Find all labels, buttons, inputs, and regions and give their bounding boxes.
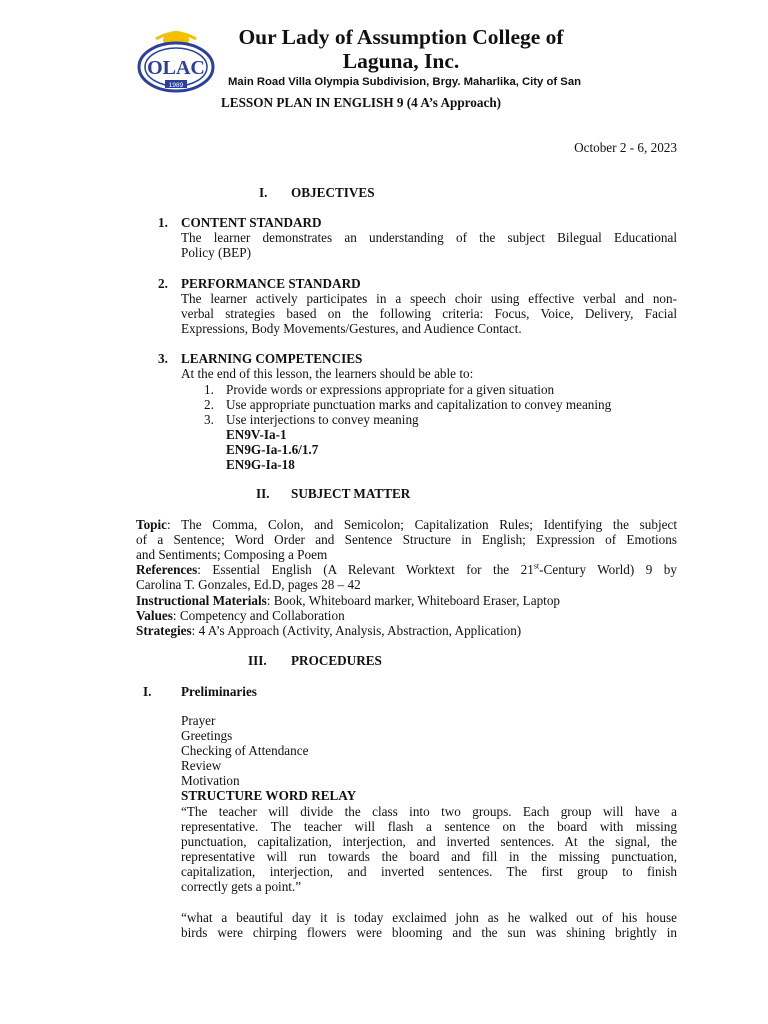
school-name bbox=[0, 25, 768, 73]
strategies-text: : 4 A’s Approach (Activity, Analysis, Abstraction, Application) bbox=[191, 623, 522, 638]
preliminaries-number: I. bbox=[143, 684, 152, 699]
topic-text: : The Comma, Colon, and Semicolon; Capitalization Rules; Identifying the subject bbox=[167, 517, 677, 532]
preliminaries-title: Preliminaries bbox=[181, 684, 257, 699]
competency-code: EN9V-Ia-1 bbox=[226, 427, 287, 442]
performance-standard-title: PERFORMANCE STANDARD bbox=[181, 276, 361, 291]
preliminary-item: Checking of Attendance bbox=[181, 743, 309, 758]
learning-competencies-title: LEARNING COMPETENCIES bbox=[181, 351, 363, 366]
materials-label: Instructional Materials bbox=[136, 593, 267, 608]
strategies-label: Strategies bbox=[136, 623, 192, 638]
preliminary-item: Review bbox=[181, 758, 222, 773]
section-title-procedures: PROCEDURES bbox=[291, 653, 382, 668]
competency-number: 2. bbox=[204, 397, 214, 412]
competency-number: 1. bbox=[204, 382, 214, 397]
preliminary-item: Prayer bbox=[181, 713, 216, 728]
content-standard-title: CONTENT STANDARD bbox=[181, 215, 322, 230]
references-line2: Carolina T. Gonzales, Ed.D, pages 28 – 42 bbox=[136, 577, 361, 592]
performance-standard-line2: verbal strategies based on the following criteria: Focus, Voice, Delivery, Facial bbox=[181, 306, 677, 321]
section-number-procedures: III. bbox=[248, 653, 267, 668]
materials-line bbox=[136, 593, 560, 608]
logo-year: 1989 bbox=[168, 82, 184, 89]
preliminary-item: Greetings bbox=[181, 728, 233, 743]
values-line bbox=[136, 608, 345, 623]
performance-standard-number: 2. bbox=[158, 276, 168, 291]
section-number-subject-matter: II. bbox=[256, 486, 270, 501]
values-text: : Competency and Collaboration bbox=[172, 608, 345, 623]
references-line1 bbox=[136, 562, 677, 577]
content-standard-line2: Policy (BEP) bbox=[181, 245, 251, 260]
topic-line1 bbox=[136, 517, 677, 532]
lesson-date: October 2 - 6, 2023 bbox=[574, 140, 677, 155]
preliminary-item: Motivation bbox=[181, 773, 240, 788]
topic-line3: and Sentiments; Composing a Poem bbox=[136, 547, 328, 562]
competency-code: EN9G-Ia-1.6/1.7 bbox=[226, 442, 319, 457]
competency-text: Use interjections to convey meaning bbox=[226, 412, 419, 427]
lesson-plan-title: LESSON PLAN IN ENGLISH 9 (4 A’s Approach) bbox=[221, 95, 502, 110]
references-label: References bbox=[136, 562, 198, 577]
activity-line: capitalization, interjection, and inverted sentences. The first group to finish bbox=[181, 864, 677, 879]
values-label: Values bbox=[136, 608, 173, 623]
school-address: Main Road Villa Olympia Subdivision, Brgy. Maharlika, City of San bbox=[228, 76, 581, 88]
competency-number: 3. bbox=[204, 412, 214, 427]
content-standard-line1: The learner demonstrates an understanding of the subject Bilegual Educational bbox=[181, 230, 677, 245]
logo-text: OLAC bbox=[147, 57, 205, 79]
learning-competencies-intro: At the end of this lesson, the learners should be able to: bbox=[181, 366, 474, 381]
activity-line: correctly gets a point.” bbox=[181, 879, 302, 894]
competency-code: EN9G-Ia-18 bbox=[226, 457, 295, 472]
references-superscript: st bbox=[533, 561, 540, 571]
activity-line: punctuation, capitalization, interjection, and inverted sentences. At the signal, the bbox=[181, 834, 677, 849]
competency-text: Provide words or expressions appropriate for a given situation bbox=[226, 382, 555, 397]
section-number-objectives: I. bbox=[259, 185, 268, 200]
strategies-line bbox=[136, 623, 521, 638]
materials-text: : Book, Whiteboard marker, Whiteboard Eraser, Laptop bbox=[266, 593, 561, 608]
references-text: : Essential English (A Relevant Worktext for the 21 bbox=[197, 562, 534, 577]
topic-line2: of a Sentence; Word Order and Sentence Structure in English; Expression of Emotions bbox=[136, 532, 677, 547]
performance-standard-line3: Expressions, Body Movements/Gestures, and Audience Contact. bbox=[181, 321, 522, 336]
references-text-cont: -Century World) 9 by bbox=[539, 562, 677, 577]
activity-title: STRUCTURE WORD RELAY bbox=[181, 788, 357, 803]
school-name-line2: Laguna, Inc. bbox=[342, 49, 460, 73]
activity-line: representative. The teacher will flash a sentence on the board with missing bbox=[181, 819, 677, 834]
learning-competencies-number: 3. bbox=[158, 351, 168, 366]
topic-label: Topic bbox=[136, 517, 168, 532]
section-title-subject-matter: SUBJECT MATTER bbox=[291, 486, 411, 501]
activity-line: representative will run towards the board and fill in the missing punctuation, bbox=[181, 849, 677, 864]
performance-standard-line1: The learner actively participates in a speech choir using effective verbal and non- bbox=[181, 291, 677, 306]
content-standard-number: 1. bbox=[158, 215, 168, 230]
sample-sentence-line: birds were chirping flowers were blooming and the sun was shining brightly in bbox=[181, 925, 677, 940]
school-name-line1: Our Lady of Assumption College of bbox=[238, 25, 564, 49]
activity-line: “The teacher will divide the class into two groups. Each group will have a bbox=[181, 804, 677, 819]
section-title-objectives: OBJECTIVES bbox=[291, 185, 375, 200]
competency-text: Use appropriate punctuation marks and capitalization to convey meaning bbox=[226, 397, 612, 412]
sample-sentence-line: “what a beautiful day it is today exclaimed john as he walked out of his house bbox=[181, 910, 677, 925]
